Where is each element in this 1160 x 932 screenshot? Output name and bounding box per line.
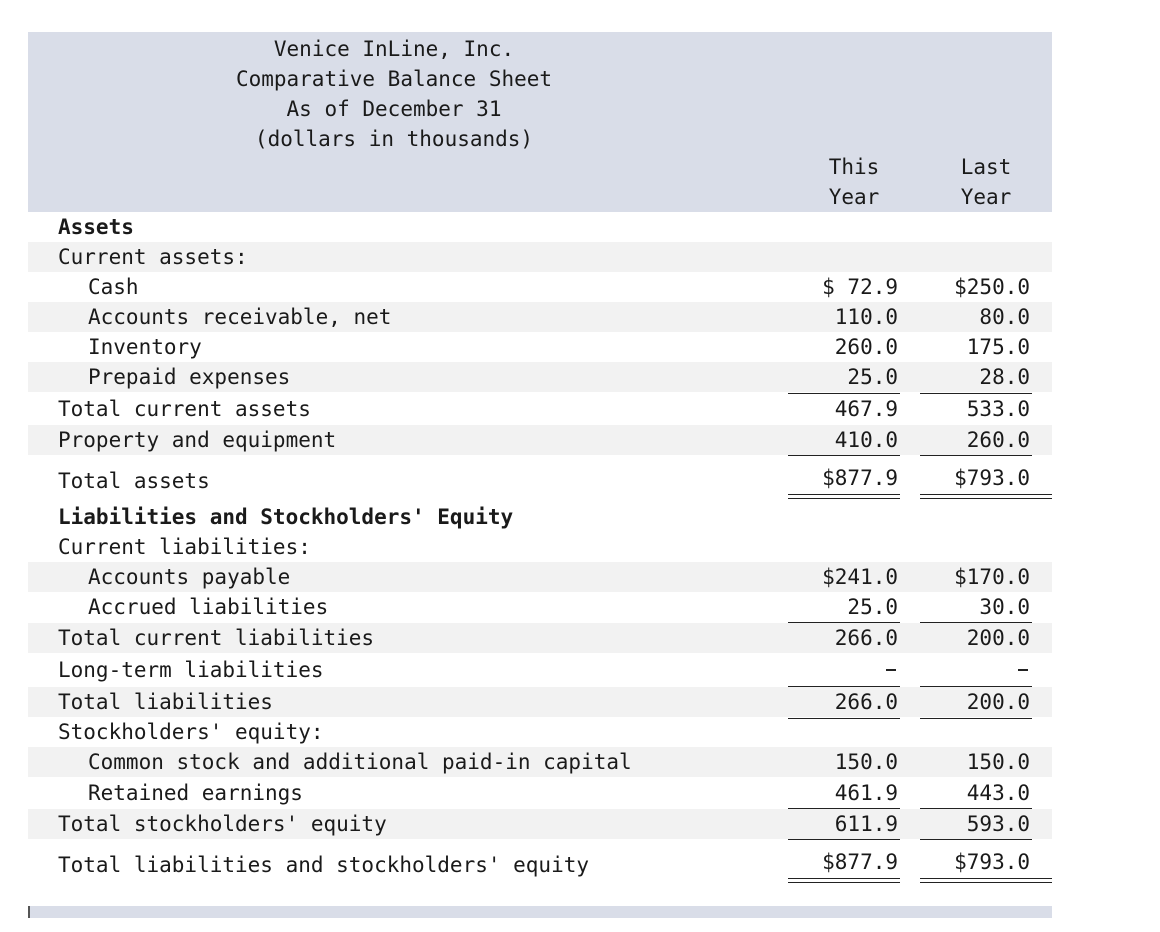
- subtotal-rule: [788, 718, 900, 719]
- row-label: Total current liabilities: [58, 626, 375, 650]
- column-header-last-year: Last Year: [960, 155, 1012, 209]
- row-label: Accounts payable: [88, 565, 291, 589]
- row-label: Prepaid expenses: [88, 365, 291, 389]
- total-double-rule: [920, 878, 1052, 883]
- value-this-year: 266.0: [834, 690, 898, 714]
- statement-units: (dollars in thousands): [254, 127, 534, 151]
- total-double-rule: [788, 878, 900, 883]
- value-last-year: 593.0: [966, 812, 1030, 836]
- section-heading: Assets: [58, 215, 134, 239]
- total-double-rule: [788, 494, 900, 499]
- subtotal-rule: [920, 839, 1032, 840]
- row-label: Total liabilities and stockholders' equity: [58, 853, 590, 877]
- value-this-year: 260.0: [834, 335, 898, 359]
- row-label: Total stockholders' equity: [58, 812, 387, 836]
- subtotal-rule: [920, 455, 1032, 456]
- row-label: Current liabilities:: [58, 535, 311, 559]
- value-last-year: 533.0: [966, 397, 1030, 421]
- value-last-year: 175.0: [966, 335, 1030, 359]
- nil-dash: [1018, 669, 1028, 671]
- subtotal-rule: [788, 455, 900, 456]
- value-this-year: $877.9: [822, 850, 898, 874]
- title-block: [28, 34, 760, 154]
- value-last-year: $793.0: [954, 466, 1030, 490]
- row-label: Long-term liabilities: [58, 658, 324, 682]
- row-label: Inventory: [88, 335, 202, 359]
- table-footer: [28, 906, 1052, 918]
- statement-date: As of December 31: [286, 97, 502, 121]
- nil-dash: [886, 669, 896, 671]
- value-this-year: 611.9: [834, 812, 898, 836]
- value-this-year: 461.9: [834, 781, 898, 805]
- value-last-year: 200.0: [966, 690, 1030, 714]
- value-this-year: 110.0: [834, 305, 898, 329]
- row-label: Common stock and additional paid-in capital: [88, 750, 632, 774]
- row-label: Total current assets: [58, 397, 311, 421]
- value-last-year: $250.0: [954, 275, 1030, 299]
- footer-edge: [28, 906, 30, 918]
- value-last-year: 443.0: [966, 781, 1030, 805]
- value-this-year: 410.0: [834, 428, 898, 452]
- row-label: Total assets: [58, 469, 210, 493]
- row-label: Accounts receivable, net: [88, 305, 392, 329]
- value-this-year: 266.0: [834, 626, 898, 650]
- value-last-year: 28.0: [979, 365, 1030, 389]
- value-this-year: $877.9: [822, 466, 898, 490]
- row-label: Accrued liabilities: [88, 595, 329, 619]
- value-this-year: 150.0: [834, 750, 898, 774]
- company-name: Venice InLine, Inc.: [273, 37, 515, 61]
- value-last-year: 260.0: [966, 428, 1030, 452]
- row-label: Total liabilities: [58, 690, 273, 714]
- value-last-year: 30.0: [979, 595, 1030, 619]
- value-last-year: 200.0: [966, 626, 1030, 650]
- row-label: Cash: [88, 275, 139, 299]
- value-this-year: $ 72.9: [822, 275, 898, 299]
- column-header-this-year: This Year: [828, 155, 880, 209]
- value-this-year: 25.0: [847, 365, 898, 389]
- table-row: [28, 463, 1052, 507]
- value-this-year: $241.0: [822, 565, 898, 589]
- balance-sheet: [28, 32, 1052, 877]
- section-heading: Liabilities and Stockholders' Equity: [58, 505, 514, 529]
- value-last-year: 80.0: [979, 305, 1030, 329]
- row-label: Property and equipment: [58, 428, 337, 452]
- row-label: Stockholders' equity:: [58, 720, 324, 744]
- row-label: Retained earnings: [88, 781, 303, 805]
- value-this-year: 467.9: [834, 397, 898, 421]
- value-this-year: 25.0: [847, 595, 898, 619]
- subtotal-rule: [788, 839, 900, 840]
- value-last-year: 150.0: [966, 750, 1030, 774]
- total-double-rule: [920, 494, 1052, 499]
- subtotal-rule: [920, 718, 1032, 719]
- value-last-year: $793.0: [954, 850, 1030, 874]
- value-last-year: $170.0: [954, 565, 1030, 589]
- statement-title: Comparative Balance Sheet: [235, 67, 553, 91]
- table-header: [28, 32, 1052, 212]
- row-label: Current assets:: [58, 245, 248, 269]
- table-row: [28, 847, 1052, 891]
